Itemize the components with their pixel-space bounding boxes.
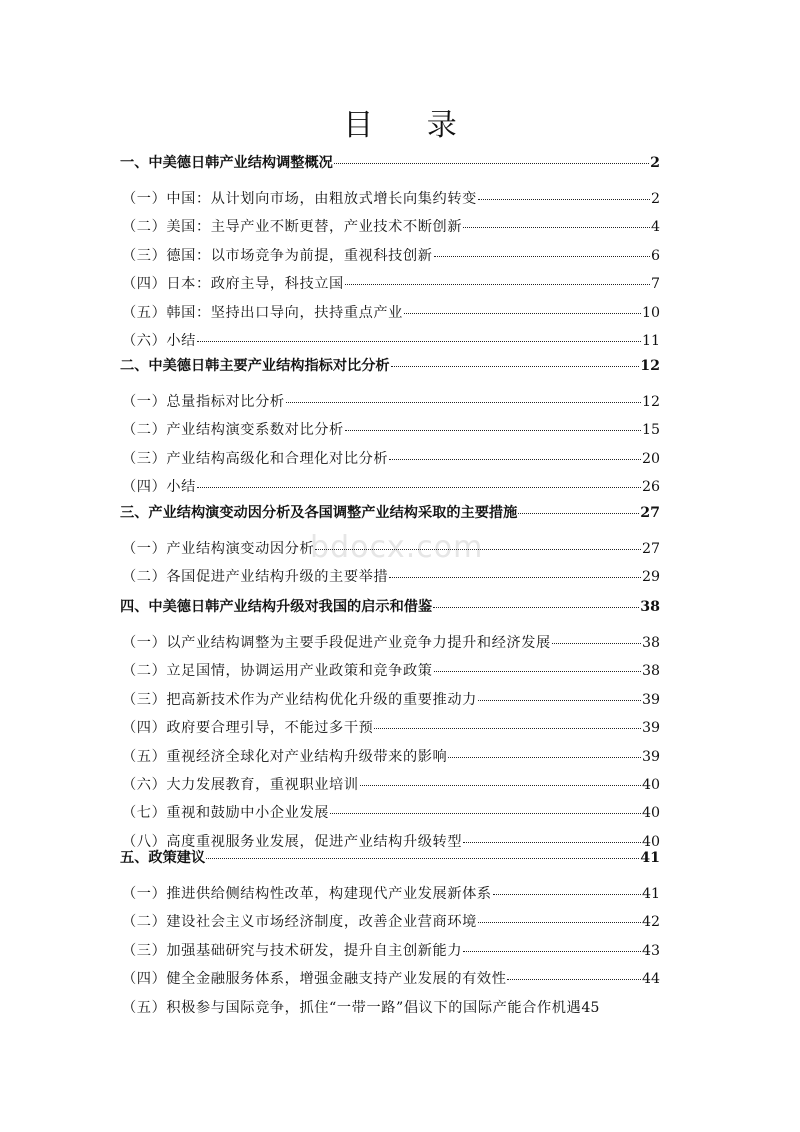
dot-leader (434, 256, 650, 257)
toc-item-1-3[interactable] (122, 245, 660, 267)
dot-leader (478, 922, 641, 923)
toc-item-1-4[interactable] (122, 273, 660, 295)
toc-page-number: 45 (581, 999, 600, 1016)
toc-page-number: 39 (641, 691, 660, 708)
toc-entry-text: （五）重视经济全球化对产业结构升级带来的影响 (122, 748, 448, 765)
toc-item-4-6[interactable] (122, 774, 660, 796)
toc-item-5-5[interactable] (122, 997, 660, 1019)
toc-page-number: 39 (641, 720, 660, 737)
toc-page-number: 38 (641, 663, 660, 680)
dot-leader (334, 163, 649, 164)
toc-page-number: 41 (640, 850, 660, 866)
toc-page-number: 40 (641, 777, 660, 793)
toc-item-1-6[interactable] (122, 330, 660, 352)
dot-leader (433, 607, 639, 608)
toc-page-number: 39 (641, 748, 660, 765)
dot-leader (330, 813, 641, 814)
dot-leader (389, 577, 641, 578)
toc-page-number: 12 (641, 394, 660, 410)
toc-item-3-1[interactable] (122, 538, 660, 560)
toc-item-2-1[interactable] (122, 391, 660, 413)
toc-entry-text: 一、中美德日韩产业结构调整概况 (120, 155, 333, 171)
toc-item-4-1[interactable] (122, 632, 660, 654)
toc-entry-text: （四）政府要合理引导，不能过多干预 (122, 720, 374, 737)
toc-page-number: 27 (641, 541, 660, 557)
dot-leader (286, 402, 641, 403)
toc-entry-text: （三）把高新技术作为产业结构优化升级的重要推动力 (122, 691, 477, 708)
toc-entry-text: 三、产业结构演变动因分析及各国调整产业结构采取的主要措施 (120, 505, 518, 521)
toc-item-2-3[interactable] (122, 448, 660, 470)
dot-leader (434, 671, 641, 672)
toc-entry-text: （五）韩国：坚持出口导向，扶持重点产业 (122, 304, 403, 321)
dot-leader (493, 894, 641, 895)
toc-item-1-5[interactable] (122, 302, 660, 324)
toc-section-5[interactable] (120, 847, 660, 869)
toc-entry-text: （三）产业结构高级化和合理化对比分析 (122, 450, 389, 467)
dot-leader (404, 313, 641, 314)
toc-page-number: 38 (641, 635, 660, 651)
toc-entry-text: （一）总量指标对比分析 (122, 394, 285, 410)
toc-page-number: 26 (641, 479, 660, 496)
dot-leader (360, 785, 641, 786)
dot-leader (463, 227, 650, 228)
toc-entry-text: 二、中美德日韩主要产业结构指标对比分析 (120, 358, 390, 374)
dot-leader (391, 366, 640, 367)
toc-page-number: 29 (641, 569, 660, 586)
dot-leader (206, 858, 639, 859)
toc-entry-text: （四）小结 (122, 479, 196, 496)
toc-section-4[interactable] (120, 596, 660, 618)
dot-leader (197, 487, 641, 488)
toc-entry-text: 五、政策建议 (120, 850, 206, 866)
toc-entry-text: （六）大力发展教育，重视职业培训 (122, 777, 359, 793)
toc-entry-text: （二）产业结构演变系数对比分析 (122, 422, 344, 439)
toc-section-2[interactable] (120, 355, 660, 377)
dot-leader (552, 643, 641, 644)
dot-leader (507, 979, 640, 980)
toc-page-number: 12 (640, 358, 660, 374)
toc-item-1-1[interactable] (122, 188, 660, 210)
toc-item-4-4[interactable] (122, 717, 660, 739)
toc-item-5-2[interactable] (122, 911, 660, 933)
toc-page-number: 41 (641, 886, 660, 902)
toc-section-1[interactable] (120, 152, 660, 174)
dot-leader (345, 430, 641, 431)
toc-item-4-2[interactable] (122, 660, 660, 682)
toc-entry-text: （二）建设社会主义市场经济制度，改善企业营商环境 (122, 914, 477, 931)
toc-entry-text: （六）小结 (122, 333, 196, 349)
toc-entry-text: （二）立足国情，协调运用产业政策和竞争政策 (122, 663, 433, 680)
toc-entry-text: （四）健全金融服务体系，增强金融支持产业发展的有效性 (122, 971, 507, 988)
toc-entry-text: （一）产业结构演变动因分析 (122, 541, 315, 557)
toc-title: 目 录 (343, 108, 479, 143)
toc-page-number: 40 (641, 833, 660, 850)
toc-entry-text: （一）中国：从计划向市场，由粗放式增长向集约转变 (122, 191, 477, 207)
dot-leader (448, 757, 641, 758)
toc-entry-text: （八）高度重视服务业发展，促进产业结构升级转型 (122, 833, 463, 850)
toc-entry-text: （五）积极参与国际竞争，抓住“一带一路”倡议下的国际产能合作机遇 (122, 999, 582, 1016)
toc-entry-text: （一）推进供给侧结构性改革，构建现代产业发展新体系 (122, 886, 492, 902)
toc-page-number: 42 (641, 914, 660, 931)
toc-entry-text: （二）美国：主导产业不断更替，产业技术不断创新 (122, 219, 463, 236)
toc-page-number: 7 (650, 276, 660, 293)
toc-page-number: 2 (650, 191, 660, 207)
dot-leader (197, 341, 641, 342)
toc-item-5-4[interactable] (122, 968, 660, 990)
toc-item-5-1[interactable] (122, 883, 660, 905)
toc-page-number: 20 (641, 450, 660, 467)
toc-item-1-2[interactable] (122, 216, 660, 238)
toc-entry-text: （三）德国：以市场竞争为前提，重视科技创新 (122, 247, 433, 264)
dot-leader (315, 549, 641, 550)
toc-item-4-3[interactable] (122, 689, 660, 711)
dot-leader (478, 199, 650, 200)
toc-entry-text: （四）日本：政府主导，科技立国 (122, 276, 344, 293)
toc-item-4-7[interactable] (122, 802, 660, 824)
toc-entry-text: （三）加强基础研究与技术研发，提升自主创新能力 (122, 942, 463, 959)
toc-page-number: 6 (650, 247, 660, 264)
toc-page-number: 11 (641, 333, 660, 349)
dot-leader (518, 513, 639, 514)
toc-item-4-5[interactable] (122, 746, 660, 768)
toc-entry-text: 四、中美德日韩产业结构升级对我国的启示和借鉴 (120, 599, 433, 615)
dot-leader (463, 842, 641, 843)
toc-entry-text: （七）重视和鼓励中小企业发展 (122, 805, 330, 822)
dot-leader (463, 951, 641, 952)
toc-page-number: 43 (641, 942, 660, 959)
toc-page-number: 40 (641, 805, 660, 822)
watermark: bdocx.com (310, 530, 484, 565)
toc-page-number: 15 (641, 422, 660, 439)
dot-leader (374, 728, 641, 729)
dot-leader (389, 459, 641, 460)
toc-page-number: 27 (640, 505, 660, 521)
toc-item-5-3[interactable] (122, 940, 660, 962)
toc-item-2-4[interactable] (122, 476, 660, 498)
toc-item-3-2[interactable] (122, 566, 660, 588)
toc-page-number: 44 (641, 971, 660, 988)
toc-entry-text: （一）以产业结构调整为主要手段促进产业竞争力提升和经济发展 (122, 635, 551, 651)
toc-item-2-2[interactable] (122, 419, 660, 441)
toc-section-3[interactable] (120, 502, 660, 524)
toc-page-number: 4 (650, 219, 660, 236)
toc-page-number: 2 (650, 155, 660, 171)
dot-leader (345, 284, 650, 285)
toc-entry-text: （二）各国促进产业结构升级的主要举措 (122, 569, 389, 586)
toc-page-number: 10 (641, 304, 660, 321)
toc-page-number: 38 (640, 599, 660, 615)
dot-leader (478, 700, 641, 701)
